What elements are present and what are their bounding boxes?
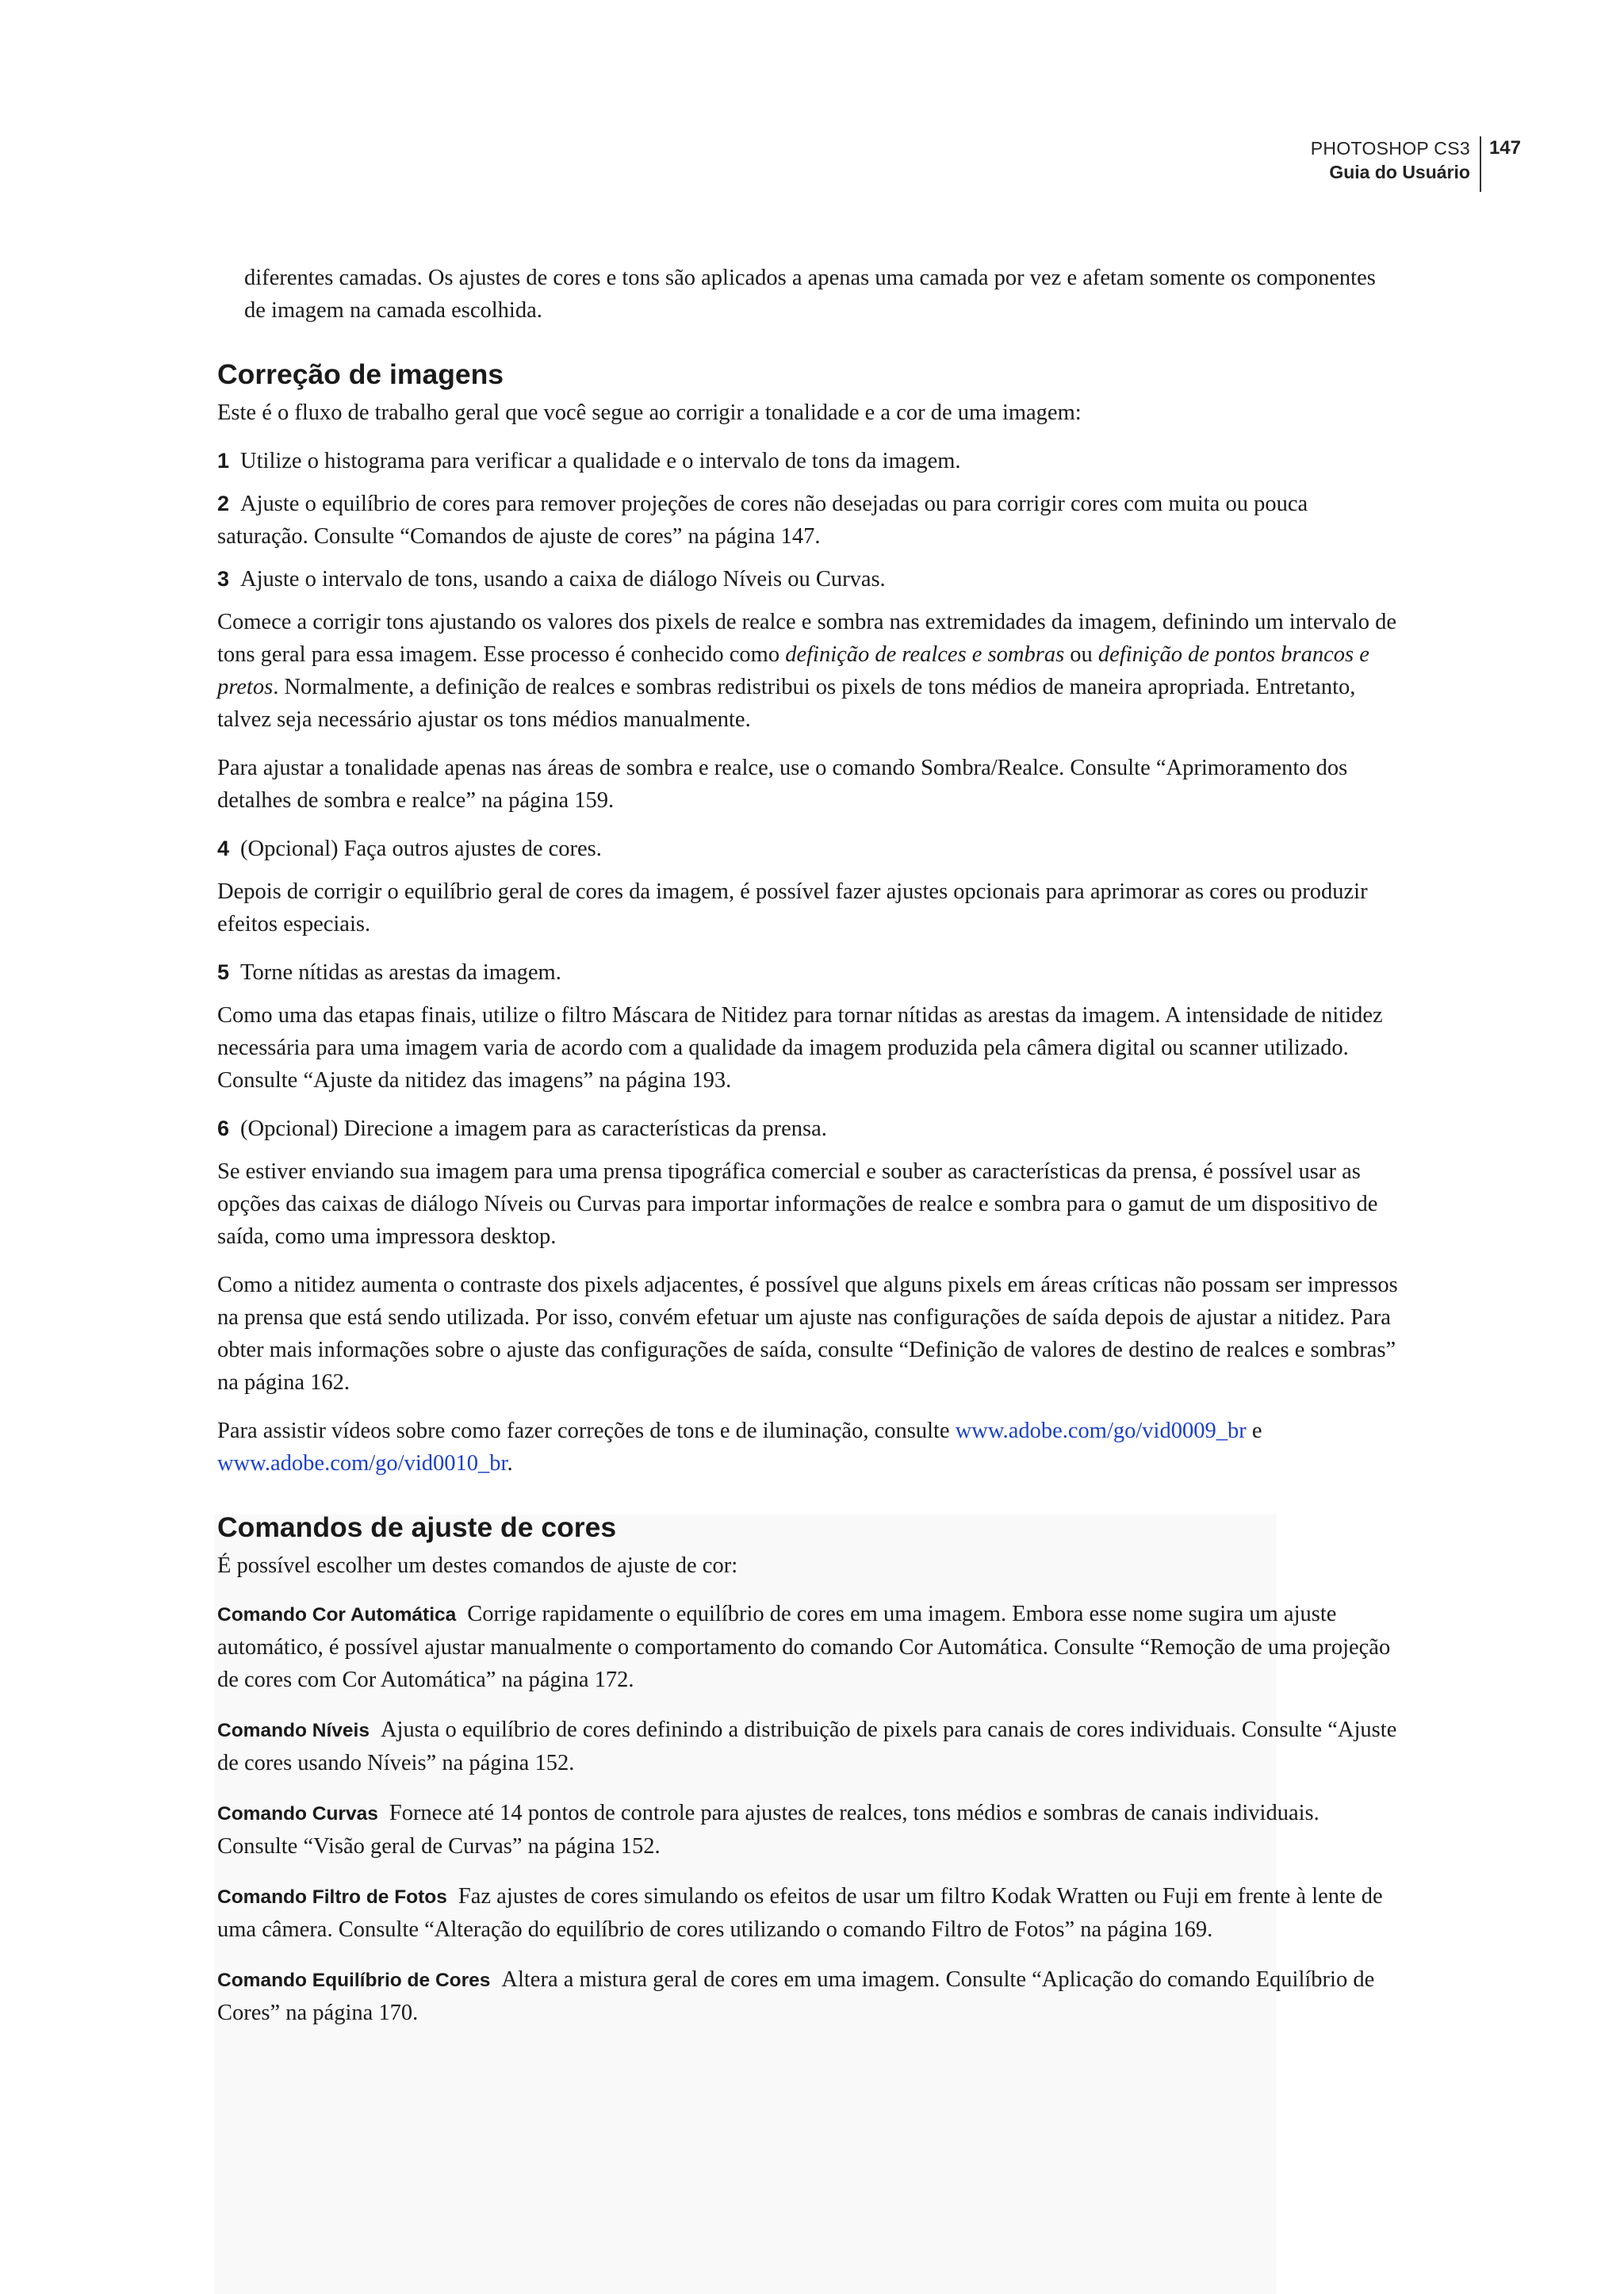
text-run: Comece a corrigir tons ajustando os valores dos pixels de realce e sombra nas extremidades da imagem, definindo um intervalo de tons geral para essa imagem. Esse processo é conhecido como bbox=[217, 610, 1397, 667]
command-text: Altera a mistura geral de cores em uma imagem. Consulte “Aplicação do comando Equilíbrio de Cores” na página 170. bbox=[217, 1967, 1375, 2025]
text-run: e bbox=[1246, 1419, 1262, 1443]
header-product: PHOTOSHOP CS3 bbox=[1310, 138, 1470, 159]
step-number: 6 bbox=[217, 1116, 230, 1140]
header-guide: Guia do Usuário bbox=[1329, 162, 1470, 182]
command-text: Faz ajustes de cores simulando os efeitos de usar um filtro Kodak Wratten ou Fuji em frente à lente de uma câmera. Consulte “Alteração do equilíbrio de cores utilizando o comando Filtro de Fotos” na página 169. bbox=[217, 1884, 1383, 1942]
after-paragraph: Depois de corrigir o equilíbrio geral de cores da imagem, é possível fazer ajustes opcionais para aprimorar as cores ou produzir efeitos especiais. bbox=[217, 879, 1368, 936]
sharpen-paragraph: Como uma das etapas finais, utilize o filtro Máscara de Nitidez para tornar nítidas as arestas da imagem. A intensidade de nitidez necessária para uma imagem varia de acordo com a qualidade da imagem produzida pela câmera digital ou scanner utilizado. Consulte “Ajuste da nitidez das imagens” na página 193. bbox=[217, 1003, 1383, 1093]
step-4 bbox=[217, 833, 1399, 865]
text-run: ou bbox=[1064, 642, 1098, 667]
section-title-correcao: Correção de imagens bbox=[217, 358, 504, 390]
contrast-paragraph: Como a nitidez aumenta o contraste dos pixels adjacentes, é possível que alguns pixels em áreas críticas não possam ser impressos na prensa que está sendo utilizada. Por isso, convém efetuar um ajuste nas configurações de saída depois de ajustar a nitidez. Para obter mais informações sobre o ajuste das configurações de saída, consulte “Definição de valores de destino de realces e sombras” na página 162. bbox=[217, 1273, 1398, 1395]
page-number: 147 bbox=[1488, 137, 1521, 159]
step-5 bbox=[217, 956, 1399, 989]
command-text: Ajusta o equilíbrio de cores definindo a distribuição de pixels para canais de cores individuais. Consulte “Ajuste de cores usando Níveis” na página 152. bbox=[217, 1718, 1397, 1775]
command-definition bbox=[217, 1598, 1399, 1696]
section-lead: Este é o fluxo de trabalho geral que você segue ao corrigir a tonalidade e a cor de uma imagem: bbox=[217, 400, 1082, 425]
command-term: Comando Níveis bbox=[217, 1720, 370, 1741]
command-text: Fornece até 14 pontos de controle para ajustes de realces, tons médios e sombras de canais individuais. Consulte “Visão geral de Curvas” na página 152. bbox=[217, 1801, 1320, 1859]
shadow-paragraph: Para ajustar a tonalidade apenas nas áreas de sombra e realce, use o comando Sombra/Realce. Consulte “Aprimoramento dos detalhes de sombra e realce” na página 159. bbox=[217, 756, 1348, 813]
videos-paragraph bbox=[217, 1415, 1399, 1480]
section-lead: É possível escolher um destes comandos de ajuste de cor: bbox=[217, 1553, 738, 1578]
step-text: (Opcional) Direcione a imagem para as características da prensa. bbox=[240, 1116, 827, 1141]
step-number: 2 bbox=[217, 492, 230, 515]
step-text: Torne nítidas as arestas da imagem. bbox=[240, 960, 561, 985]
command-definition bbox=[217, 1714, 1399, 1779]
video-link-1[interactable]: www.adobe.com/go/vid0009_br bbox=[955, 1419, 1247, 1443]
step-6 bbox=[217, 1113, 1399, 1145]
text-run: . Normalmente, a definição de realces e sombras redistribui os pixels de tons médios de maneira apropriada. Entretanto, talvez seja necessário ajustar os tons médios manualmente. bbox=[217, 675, 1356, 732]
step-text: Ajuste o intervalo de tons, usando a caixa de diálogo Níveis ou Curvas. bbox=[240, 567, 886, 592]
step-number: 3 bbox=[217, 567, 230, 591]
command-definition bbox=[217, 1963, 1399, 2029]
step-1 bbox=[217, 445, 1399, 477]
command-term: Comando Equilíbrio de Cores bbox=[217, 1970, 491, 1991]
step-number: 1 bbox=[217, 449, 230, 473]
command-definition bbox=[217, 1797, 1399, 1863]
document-body bbox=[217, 262, 1399, 2047]
header-title-block bbox=[1311, 136, 1481, 192]
step-text: Utilize o histograma para verificar a qualidade e o intervalo de tons da imagem. bbox=[240, 449, 961, 473]
video-link-2[interactable]: www.adobe.com/go/vid0010_br bbox=[217, 1451, 508, 1476]
step-text: (Opcional) Faça outros ajustes de cores. bbox=[240, 837, 602, 861]
command-term: Comando Curvas bbox=[217, 1803, 378, 1825]
running-header bbox=[1311, 136, 1521, 192]
intro-paragraph: diferentes camadas. Os ajustes de cores e tons são aplicados a apenas uma camada por vez e afetam somente os componentes de imagem na camada escolhida. bbox=[244, 266, 1376, 323]
text-run: . bbox=[507, 1451, 513, 1476]
step-number: 4 bbox=[217, 837, 230, 860]
command-term: Comando Filtro de Fotos bbox=[217, 1886, 447, 1908]
command-definition bbox=[217, 1880, 1399, 1946]
section-title-comandos: Comandos de ajuste de cores bbox=[217, 1511, 617, 1543]
press-paragraph: Se estiver enviando sua imagem para uma prensa tipográfica comercial e souber as características da prensa, é possível usar as opções das caixas de diálogo Níveis ou Curvas para importar informações de realce e sombra para o gamut de um dispositivo de saída, como uma impressora desktop. bbox=[217, 1159, 1378, 1249]
step-number: 5 bbox=[217, 960, 230, 984]
step-3 bbox=[217, 563, 1399, 596]
emphasis-term: definição de pontos brancos e pretos bbox=[217, 642, 1369, 699]
text-run: Para assistir vídeos sobre como fazer correções de tons e de iluminação, consulte bbox=[217, 1419, 956, 1443]
command-term: Comando Cor Automática bbox=[217, 1604, 457, 1626]
command-text: Corrige rapidamente o equilíbrio de cores em uma imagem. Embora esse nome sugira um ajuste automático, é possível ajustar manualmente o comportamento do comando Cor Automática. Consulte “Remoção de uma projeção de cores com Cor Automática” na página 172. bbox=[217, 1602, 1391, 1692]
step-text: Ajuste o equilíbrio de cores para remover projeções de cores não desejadas ou para corrigir cores com muita ou pouca saturação. Consulte “Comandos de ajuste de cores” na página 147. bbox=[217, 492, 1308, 549]
emphasis-term: definição de realces e sombras bbox=[785, 642, 1065, 667]
tones-paragraph bbox=[217, 606, 1399, 736]
step-2 bbox=[217, 488, 1399, 553]
